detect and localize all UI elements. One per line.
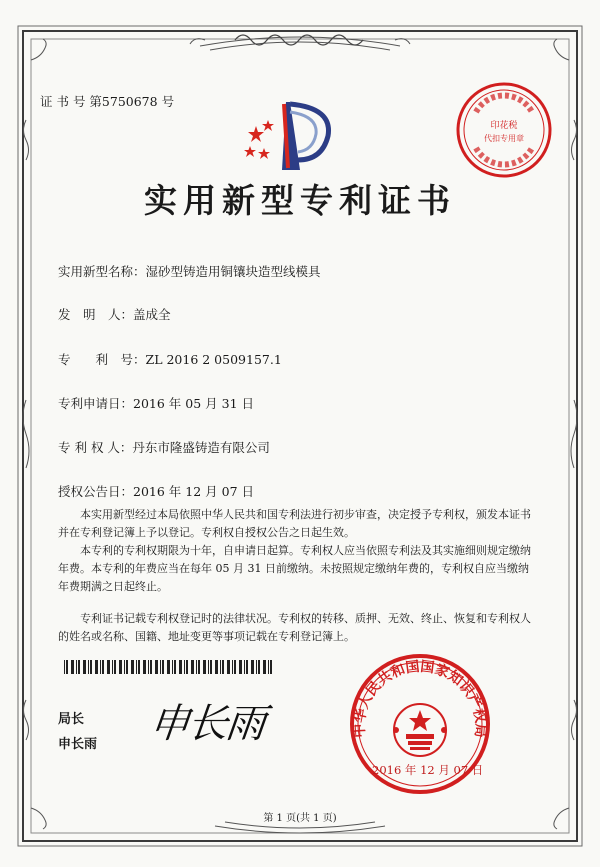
page-footer: 第 1 页(共 1 页): [263, 813, 337, 824]
field-label: 专利申请日：: [58, 396, 134, 411]
body-paragraph: 专利证书记载专利权登记时的法律状况。专利权的转移、质押、无效、终止、恢复和专利权人的姓名或名称、国籍、地址变更等事项记载在专利登记簿上。: [58, 612, 531, 643]
signature-name: 申长雨: [58, 737, 98, 752]
field-label: 专 利 权 人：: [58, 440, 133, 455]
body-paragraph: 本实用新型经过本局依照中华人民共和国专利法进行初步审查，决定授予专利权，颁发本证书并在专利登记簿上予以登记。专利权自授权公告之日起生效。: [58, 508, 531, 539]
certificate-number: 证 书 号 第5750678 号: [40, 94, 175, 109]
field-value: ZL 2016 2 0509157.1: [145, 352, 282, 367]
tax-seal-line1: 印花税: [490, 121, 518, 131]
svg-text:中华人民共和国国家知识产权局: [351, 658, 490, 738]
body-paragraph: 本专利的专利权期限为十年，自申请日起算。专利权人应当依照专利法及其实施细则规定缴纳年费。本专利的年费应当在每年 05 月 31 日前缴纳。未按照规定缴纳年费的，专利权自应当缴纳年费期满之日起终止。: [58, 544, 531, 593]
field-value: 湿砂型铸造用铜镶块造型线模具: [145, 264, 321, 279]
signature-role: 局长: [58, 712, 85, 727]
field-label: 发 明 人：: [58, 307, 134, 322]
tax-seal-line2: 代扣专用章: [484, 134, 524, 143]
field-patent-number: [58, 350, 282, 368]
field-grant-date: [58, 482, 254, 500]
field-value: 盖成全: [133, 307, 171, 322]
field-utility-name: [58, 262, 321, 280]
field-label: 授权公告日：: [58, 484, 134, 499]
page-title: 实用新型专利证书: [144, 181, 456, 220]
field-value: 2016 年 05 月 31 日: [133, 396, 255, 411]
cnipa-logo-icon: [238, 98, 348, 178]
field-value: 2016 年 12 月 07 日: [133, 484, 255, 499]
seal-date: 2016 年 12 月 07 日: [372, 763, 484, 777]
field-filing-date: [58, 394, 254, 412]
field-value: 丹东市隆盛铸造有限公司: [132, 440, 270, 455]
handwritten-signature: 申长雨: [147, 701, 267, 747]
field-label: 实用新型名称：: [58, 264, 146, 279]
field-label: 专 利 号：: [58, 352, 146, 367]
tax-seal-icon: [452, 78, 556, 182]
field-inventor: [58, 305, 171, 323]
certificate-body: [58, 506, 533, 646]
barcode-icon: [64, 660, 276, 674]
field-patentee: [58, 438, 270, 456]
seal-ring-text: 中华人民共和国国家知识产权局: [351, 658, 489, 739]
